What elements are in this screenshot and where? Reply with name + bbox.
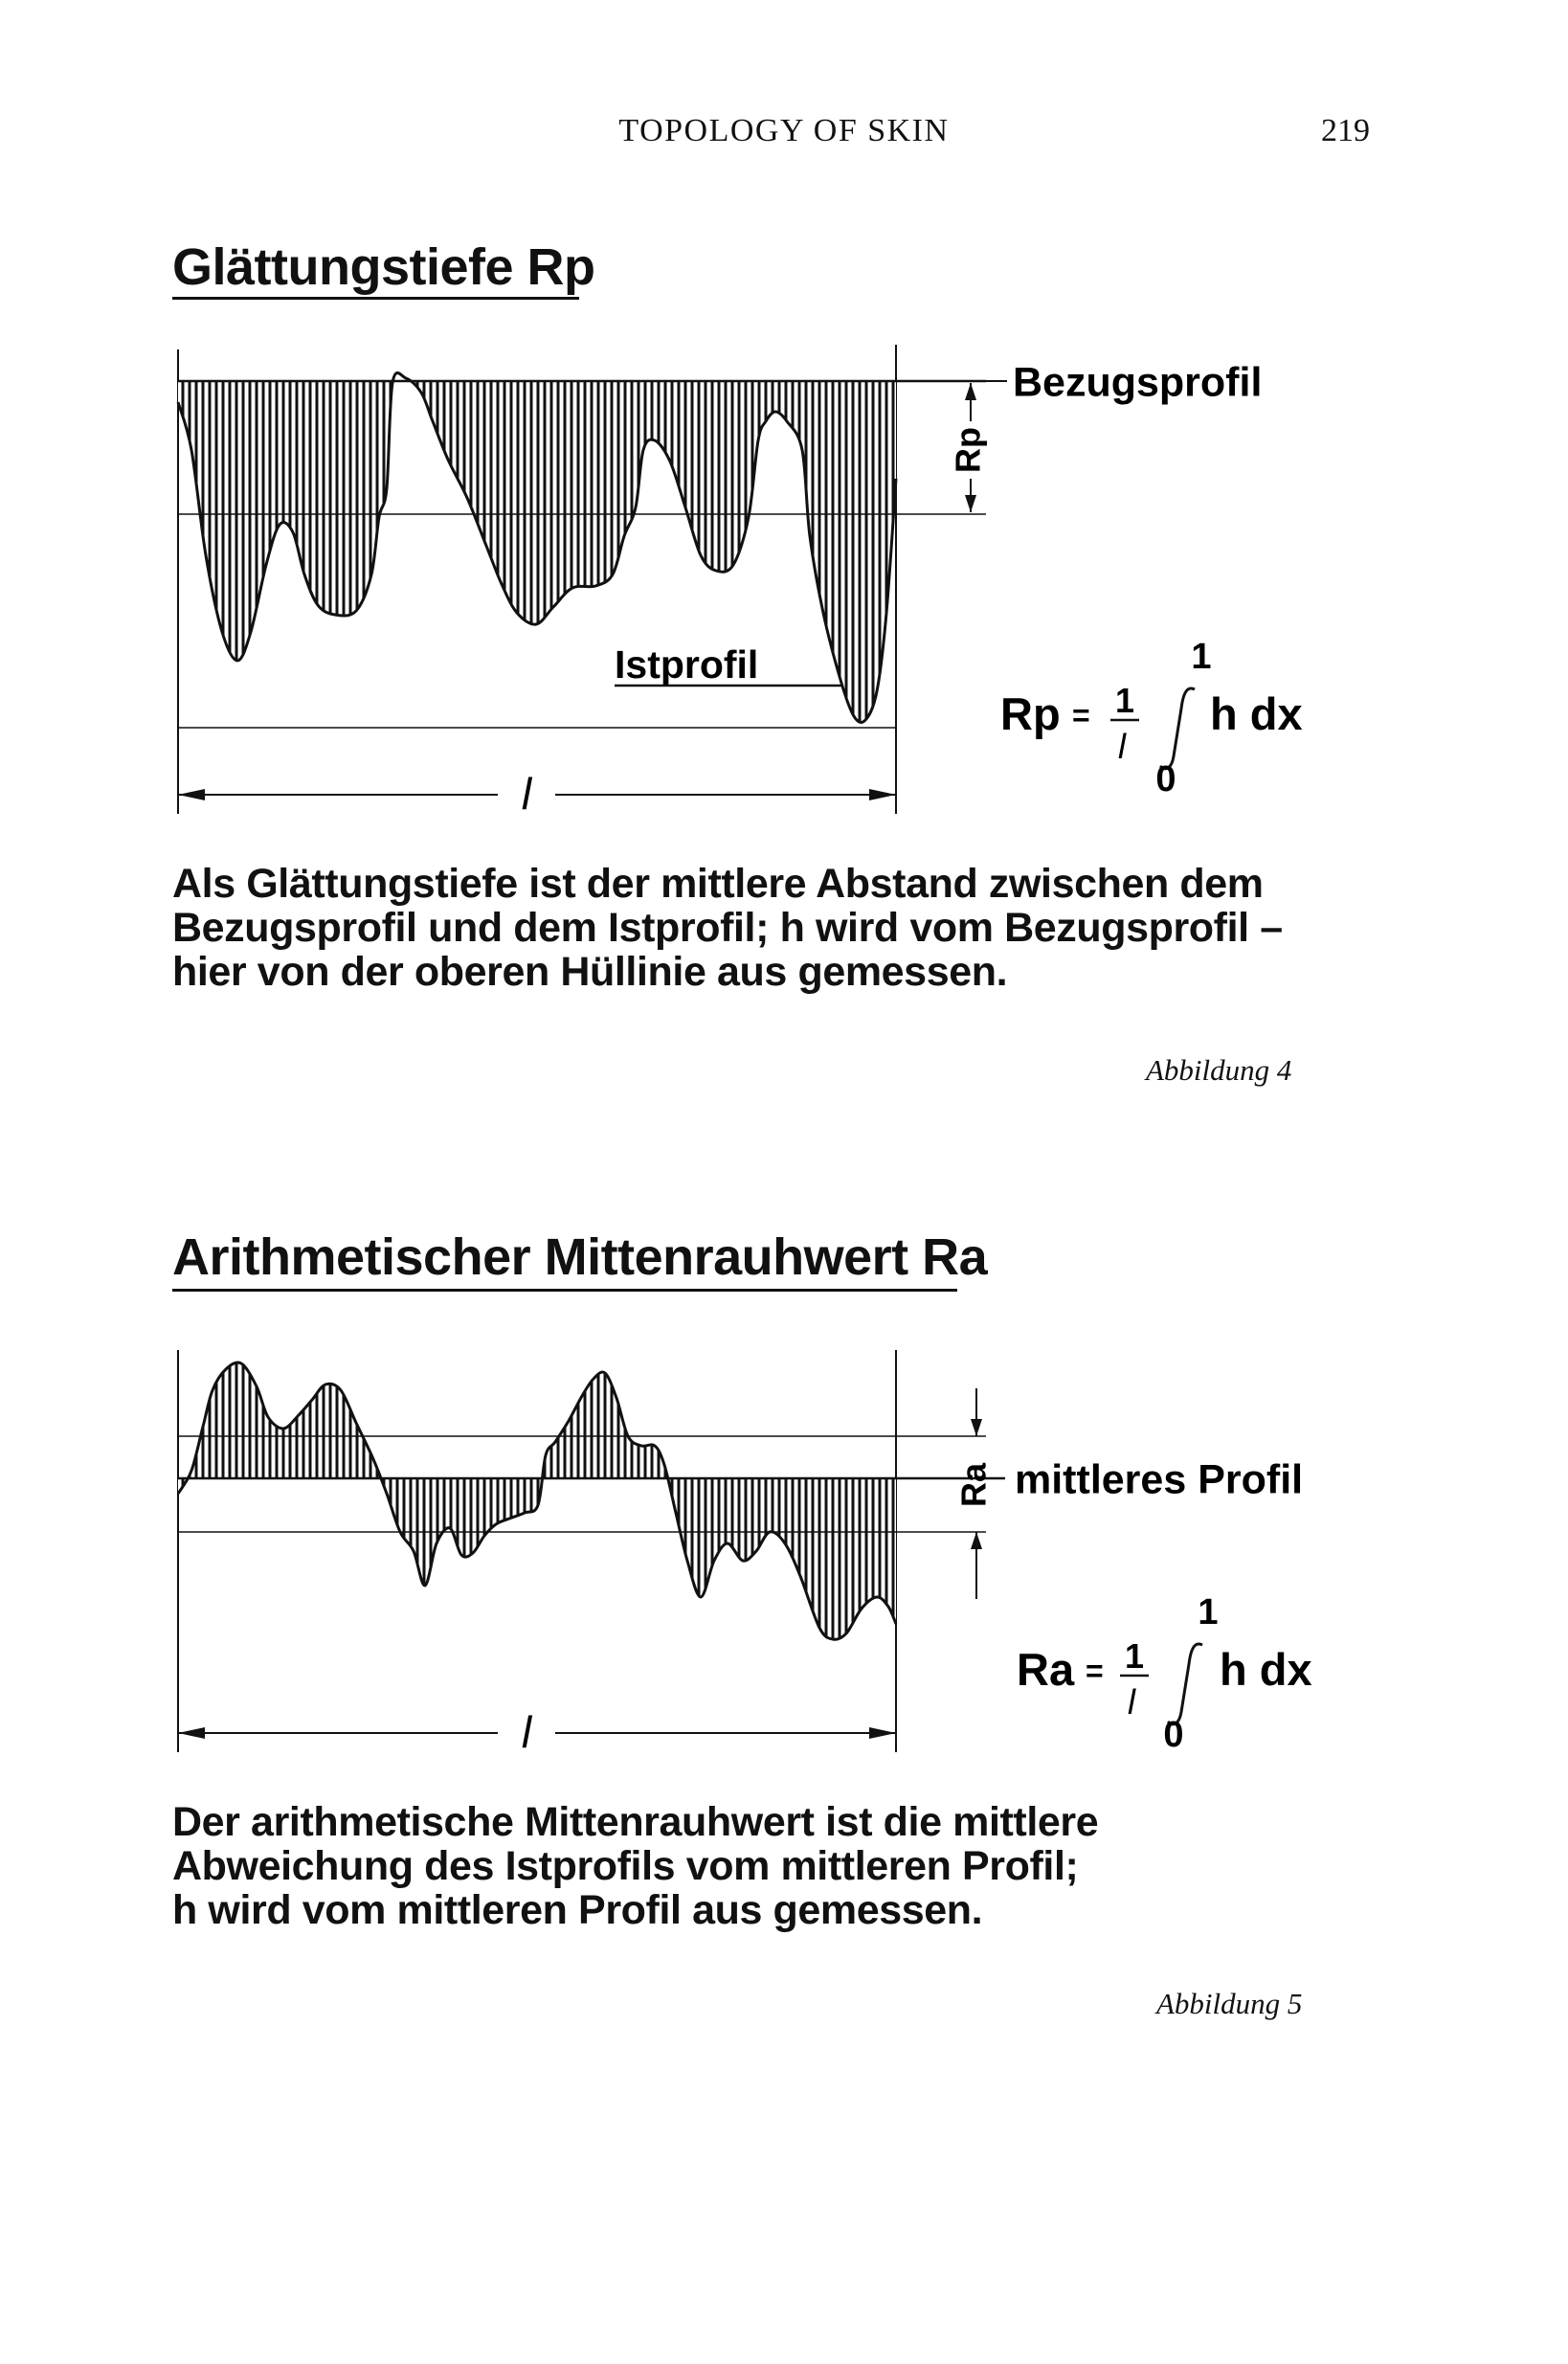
length-label: l bbox=[521, 1707, 532, 1757]
figure-4-title-underline bbox=[172, 297, 579, 300]
formula-upper-limit: 1 bbox=[1191, 637, 1212, 677]
formula-integrand: h dx bbox=[1220, 1644, 1312, 1695]
formula-upper-limit: 1 bbox=[1198, 1592, 1219, 1632]
ra-arrow-top bbox=[971, 1419, 982, 1436]
figure-4-caption bbox=[172, 862, 1283, 994]
caption-line: h wird vom mittleren Profil aus gemessen. bbox=[172, 1887, 983, 1933]
integral-sign bbox=[1160, 688, 1195, 769]
caption-line: Bezugsprofil und dem Istprofil; h wird vom Bezugsprofil – bbox=[172, 905, 1283, 951]
formula-integrand: h dx bbox=[1210, 688, 1303, 739]
ra-arrow-bottom bbox=[971, 1532, 982, 1549]
formula-lower-limit: 0 bbox=[1155, 759, 1176, 799]
figure-4-title-text: Glättungstiefe Rp bbox=[172, 238, 595, 296]
running-head: TOPOLOGY OF SKIN bbox=[618, 113, 950, 148]
figure-5-title-text: Arithmetischer Mittenrauhwert Ra bbox=[172, 1228, 988, 1286]
caption-line: hier von der oberen Hüllinie aus gemessen. bbox=[172, 949, 1008, 995]
figure-5-title bbox=[172, 1227, 987, 1287]
formula-lhs: Rp bbox=[1000, 688, 1061, 739]
length-arrow-right bbox=[869, 789, 896, 800]
formula-numerator: 1 bbox=[1114, 681, 1135, 720]
formula-numerator: 1 bbox=[1124, 1636, 1145, 1676]
actual-profile-label: Istprofil bbox=[615, 642, 759, 687]
figure-5-title-underline bbox=[172, 1289, 957, 1292]
formula-lhs: Ra bbox=[1017, 1644, 1075, 1695]
formula-denominator: l bbox=[1118, 727, 1126, 766]
rp-axis-label: Rp bbox=[948, 427, 988, 473]
caption-line: Der arithmetische Mittenrauhwert ist die mittlere bbox=[172, 1799, 1099, 1845]
length-arrow-right bbox=[869, 1727, 896, 1739]
formula-lower-limit: 0 bbox=[1163, 1715, 1184, 1755]
figure-5-label: Abbildung 5 bbox=[1156, 1987, 1303, 2020]
figure-4-diagram bbox=[144, 326, 1350, 843]
caption-line: Abweichung des Istprofils vom mittleren Profil; bbox=[172, 1843, 1079, 1889]
ra-formula bbox=[1017, 1592, 1312, 1755]
rp-formula bbox=[1000, 637, 1303, 799]
formula-denominator: l bbox=[1128, 1682, 1135, 1722]
figure-5-caption bbox=[172, 1800, 1098, 1932]
mean-profile-label: mittleres Profil bbox=[1015, 1456, 1304, 1503]
page-number: 219 bbox=[1321, 113, 1370, 148]
figure-4-label: Abbildung 4 bbox=[1146, 1053, 1292, 1087]
rp-arrow-top bbox=[965, 383, 976, 400]
reference-profile-label: Bezugsprofil bbox=[1013, 359, 1263, 406]
figure-4-title bbox=[172, 237, 595, 297]
hatched-area bbox=[178, 1362, 896, 1639]
length-arrow-left bbox=[178, 1727, 205, 1739]
ra-axis-label: Ra bbox=[953, 1462, 994, 1508]
figure-5-diagram bbox=[144, 1331, 1350, 1781]
caption-line: Als Glättungstiefe ist der mittlere Abstand zwischen dem bbox=[172, 861, 1264, 907]
integral-sign bbox=[1168, 1644, 1202, 1724]
length-arrow-left bbox=[178, 789, 205, 800]
formula-equals: = bbox=[1086, 1654, 1104, 1688]
formula-equals: = bbox=[1072, 698, 1090, 732]
rp-arrow-bottom bbox=[965, 495, 976, 512]
length-label: l bbox=[521, 769, 532, 819]
